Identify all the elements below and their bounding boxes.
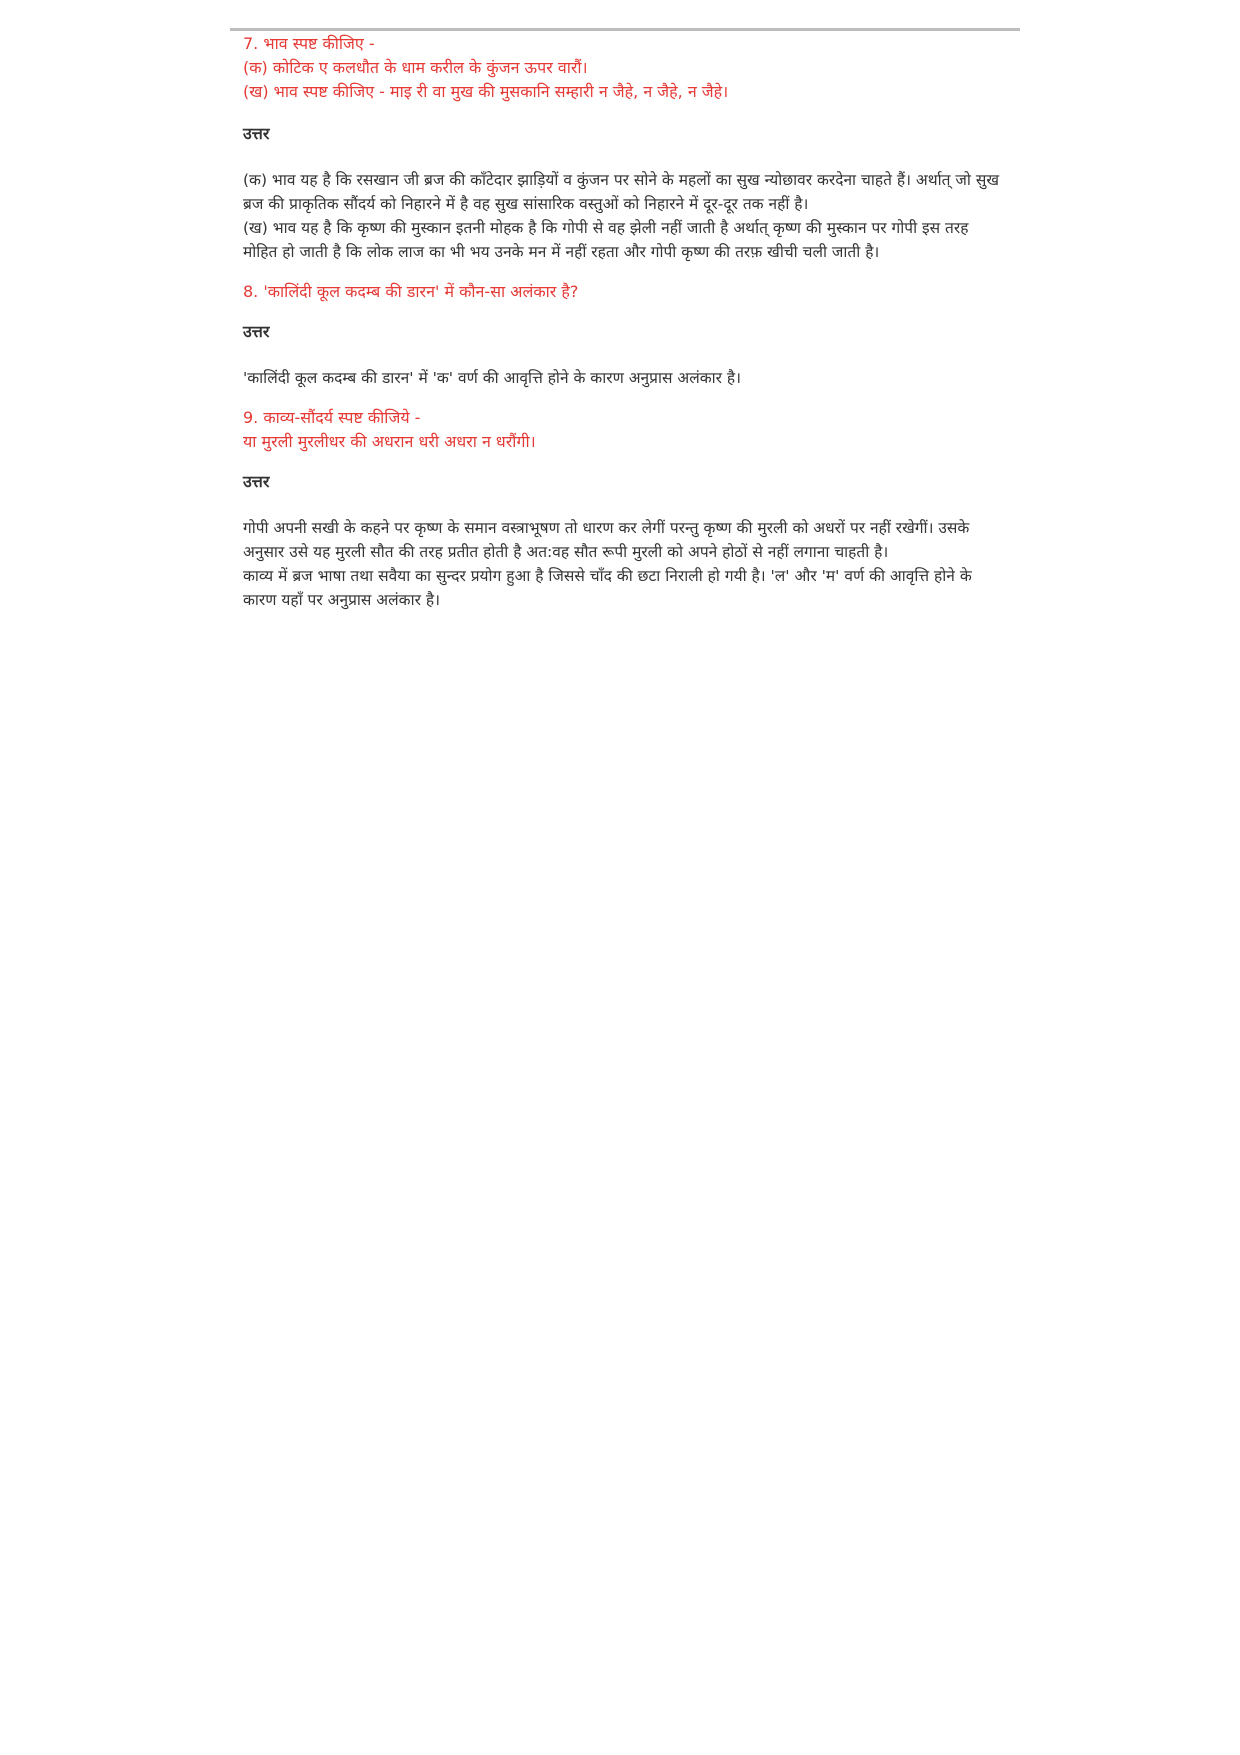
question-9-title: 9. काव्य-सौंदर्य स्पष्ट कीजिये - — [243, 408, 421, 427]
answer-9-para-1: गोपी अपनी सखी के कहने पर कृष्ण के समान वस्त्राभूषण तो धारण कर लेगीं परन्तु कृष्ण की मुरली को अधरों पर नहीं रखेगीं। उसके अनुसार उसे यह मुरली सौत की तरह प्रतीत होती है अत:वह सौत रूपी मुरली को अपने होठों से नहीं लगाना चाहती है। — [243, 519, 970, 561]
answer-8-heading: उत्तर — [243, 322, 270, 341]
question-8 — [243, 280, 1003, 304]
question-9-verse: या मुरली मुरलीधर की अधरान धरी अधरा न धरौंगी। — [243, 432, 536, 451]
answer-9-heading: उत्तर — [243, 472, 270, 491]
answer-7-part-a: (क) भाव यह है कि रसखान जी ब्रज की काँटेदार झाड़ियों व कुंजन पर सोने के महलों का सुख न्योछावर करदेना चाहते हैं। अर्थात् जो सुख ब्रज की प्राकृतिक सौंदर्य को निहारने में है वह सुख सांसारिक वस्तुओं को निहारने में दूर-दूर तक नहीं है। — [243, 171, 1000, 213]
question-7-title: 7. भाव स्पष्ट कीजिए - — [243, 34, 375, 53]
answer-8-text: 'कालिंदी कूल कदम्ब की डारन' में 'क' वर्ण की आवृत्ति होने के कारण अनुप्रास अलंकार है। — [243, 369, 742, 387]
answer-7-part-b: (ख) भाव यह है कि कृष्ण की मुस्कान इतनी मोहक है कि गोपी से वह झेली नहीं जाती है अर्थात् कृष्ण की मुस्कान पर गोपी इस तरह मोहित हो जाती है कि लोक लाज का भी भय उनके मन में नहीं रहता और गोपी कृष्ण की तरफ़ खीची चली जाती है। — [243, 219, 969, 261]
answer-9-para-2: काव्य में ब्रज भाषा तथा सवैया का सुन्दर प्रयोग हुआ है जिससे चाँद की छटा निराली हो गयी है। 'ल' और 'म' वर्ण की आवृत्ति होने के कारण यहाँ पर अनुप्रास अलंकार है। — [243, 567, 972, 609]
question-7-part-a: (क) कोटिक ए कलधौत के धाम करील के कुंजन ऊपर वारौं। — [243, 58, 588, 77]
document-body — [243, 32, 1003, 612]
answer-7-heading: उत्तर — [243, 124, 270, 143]
question-8-title: 8. 'कालिंदी कूल कदम्ब की डारन' में कौन-सा अलंकार है? — [243, 282, 579, 301]
question-7-part-b: (ख) भाव स्पष्ट कीजिए - माइ री वा मुख की मुसकानि सम्हारी न जैहे, न जैहे, न जैहे। — [243, 82, 729, 101]
question-9 — [243, 406, 1003, 454]
top-divider — [230, 28, 1020, 31]
question-7 — [243, 32, 1003, 104]
